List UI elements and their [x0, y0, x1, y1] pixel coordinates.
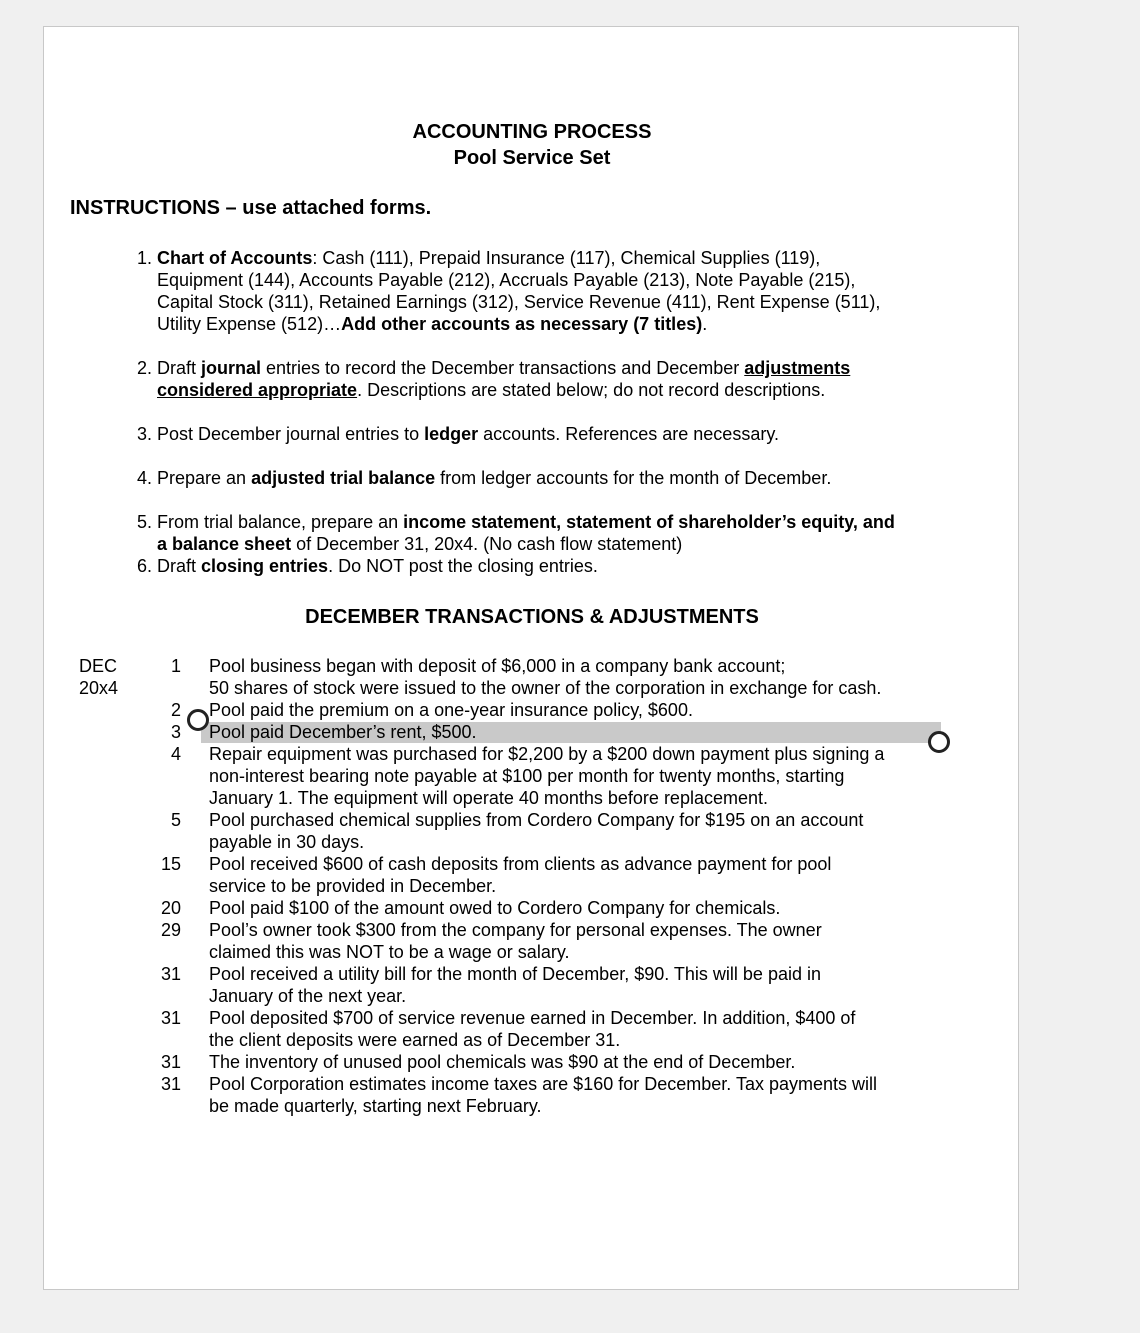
transaction-description: Pool business began with deposit of $6,000 in a company bank account; 50 shares of stock were issued to the owner of the corporation in exchange for cash. — [209, 656, 882, 698]
transaction-description: The inventory of unused pool chemicals was $90 at the end of December. — [209, 1052, 796, 1072]
transaction-description: Pool received a utility bill for the month of December, $90. This will be paid in January of the next year. — [209, 964, 821, 1006]
transaction-description: Pool paid December’s rent, $500. — [209, 722, 477, 742]
instruction-number: 6. — [136, 556, 152, 576]
selection-start-handle[interactable] — [187, 709, 209, 731]
transaction-day: 15 — [160, 854, 181, 874]
transaction-day: 20 — [160, 898, 181, 918]
transaction-day: 31 — [160, 1074, 181, 1094]
transaction-description: Pool purchased chemical supplies from Cordero Company for $195 on an account payable in 30 days. — [209, 810, 864, 852]
transaction-day: 29 — [160, 920, 181, 940]
transaction-day: 1 — [170, 656, 181, 676]
month-label: DEC 20x4 — [79, 656, 119, 698]
instructions-heading: INSTRUCTIONS – use attached forms. — [70, 197, 432, 219]
instruction-number: 2. — [136, 358, 152, 378]
transaction-description: Pool paid $100 of the amount owed to Cordero Company for chemicals. — [209, 898, 781, 918]
instruction-number: 4. — [136, 468, 152, 488]
transaction-day: 31 — [160, 964, 181, 984]
document-subtitle: Pool Service Set — [453, 147, 611, 169]
transaction-day: 2 — [170, 700, 181, 720]
document-title: ACCOUNTING PROCESS — [412, 121, 652, 143]
document-page: ACCOUNTING PROCESS Pool Service Set INSTRUCTIONS – use attached forms. 1. Chart of Accounts: Cash (111), Prepaid Insurance (117), Chemical Supplies (119), Equipment (144), Accounts Payable (212), Accruals Payable (213), Note Payable (215), Capital Stock (311), Retained Earnings (312), Service Revenue (411), Rent Expense (511), Utility Expense (512)…Add other accounts as necessary (7 titles). 2. Draft journal entries to record the December transactions and December adjustments considered appropriate. Descriptions are stated below; do not record descriptions. 3. Post December journal entries to ledger accounts. References are necessary. 4. Prepare an adjusted trial balance from ledger accounts for the month of December. 5. From trial balance, prepare an income statement, statement of shareholder’s equity, and a balance sheet of December 31, 20x4. (No cash flow statement) 6. Draft closing entries. Do NOT post the closing entries. DECEMBER TRANSACTIONS & ADJUSTMENTS DEC 20x4 1 Pool business began with deposit of $6,000 in a company bank account; 50 shares of stock were issued to the owner of the corporation in exchange for cash. 2 Pool paid the premium on a one-year insurance policy, $600. 3 Pool paid December’s rent, $500. 4 Repair equipment was purchased for $2,200 by a $200 down payment plus signing a non-interest bearing note payable at $100 per month for twenty months, starting January 1. The equipment will operate 40 months before replacement. 5 Pool purchased chemical supplies from Cordero Company for $195 on an account payable in 30 days. 15 Pool received $600 of cash deposits from clients as advance payment for pool service to be provided in December. 20 Pool paid $100 of the amount owed to Cordero Company for chemicals. 29 Pool’s owner took $300 from the company for personal expenses. The owner claimed this was NOT to be a wage or salary. 31 Pool received a utility bill for the month of December, $90. This will be paid in January of the next year. 31 Pool deposited $700 of service revenue earned in December. In addition, $400 of the client deposits were earned as of December 31. 31 The inventory of unused pool chemicals was $90 at the end of December. 31 Pool Corporation estimates income taxes are $160 for December. Tax payments will be made quarterly, starting next February. — [43, 26, 1019, 1290]
chart-of-accounts-label: Chart of Accounts — [157, 248, 313, 268]
transaction-day: 31 — [160, 1052, 181, 1072]
transaction-day: 31 — [160, 1008, 181, 1028]
transaction-description: Pool’s owner took $300 from the company for personal expenses. The owner claimed this was NOT to be a wage or salary. — [209, 920, 822, 962]
transactions-heading: DECEMBER TRANSACTIONS & ADJUSTMENTS — [305, 606, 759, 628]
transaction-description: Repair equipment was purchased for $2,200 by a $200 down payment plus signing a non-interest bearing note payable at $100 per month for twenty months, starting January 1. The equipment will operate 40 months before replacement. — [209, 744, 885, 808]
transaction-description: Pool Corporation estimates income taxes are $160 for December. Tax payments will be made quarterly, starting next February. — [209, 1074, 877, 1116]
transaction-description: Pool received $600 of cash deposits from clients as advance payment for pool service to be provided in December. — [209, 854, 832, 896]
transaction-description: Pool deposited $700 of service revenue earned in December. In addition, $400 of the client deposits were earned as of December 31. — [209, 1008, 856, 1050]
transaction-day: 3 — [170, 722, 181, 742]
transaction-day: 4 — [170, 744, 181, 764]
transaction-day: 5 — [170, 810, 181, 830]
selection-end-handle[interactable] — [928, 731, 950, 753]
transaction-description: Pool paid the premium on a one-year insurance policy, $600. — [209, 700, 693, 720]
instruction-number: 5. — [136, 512, 152, 532]
instruction-number: 3. — [136, 424, 152, 444]
instruction-number: 1. — [136, 248, 152, 268]
